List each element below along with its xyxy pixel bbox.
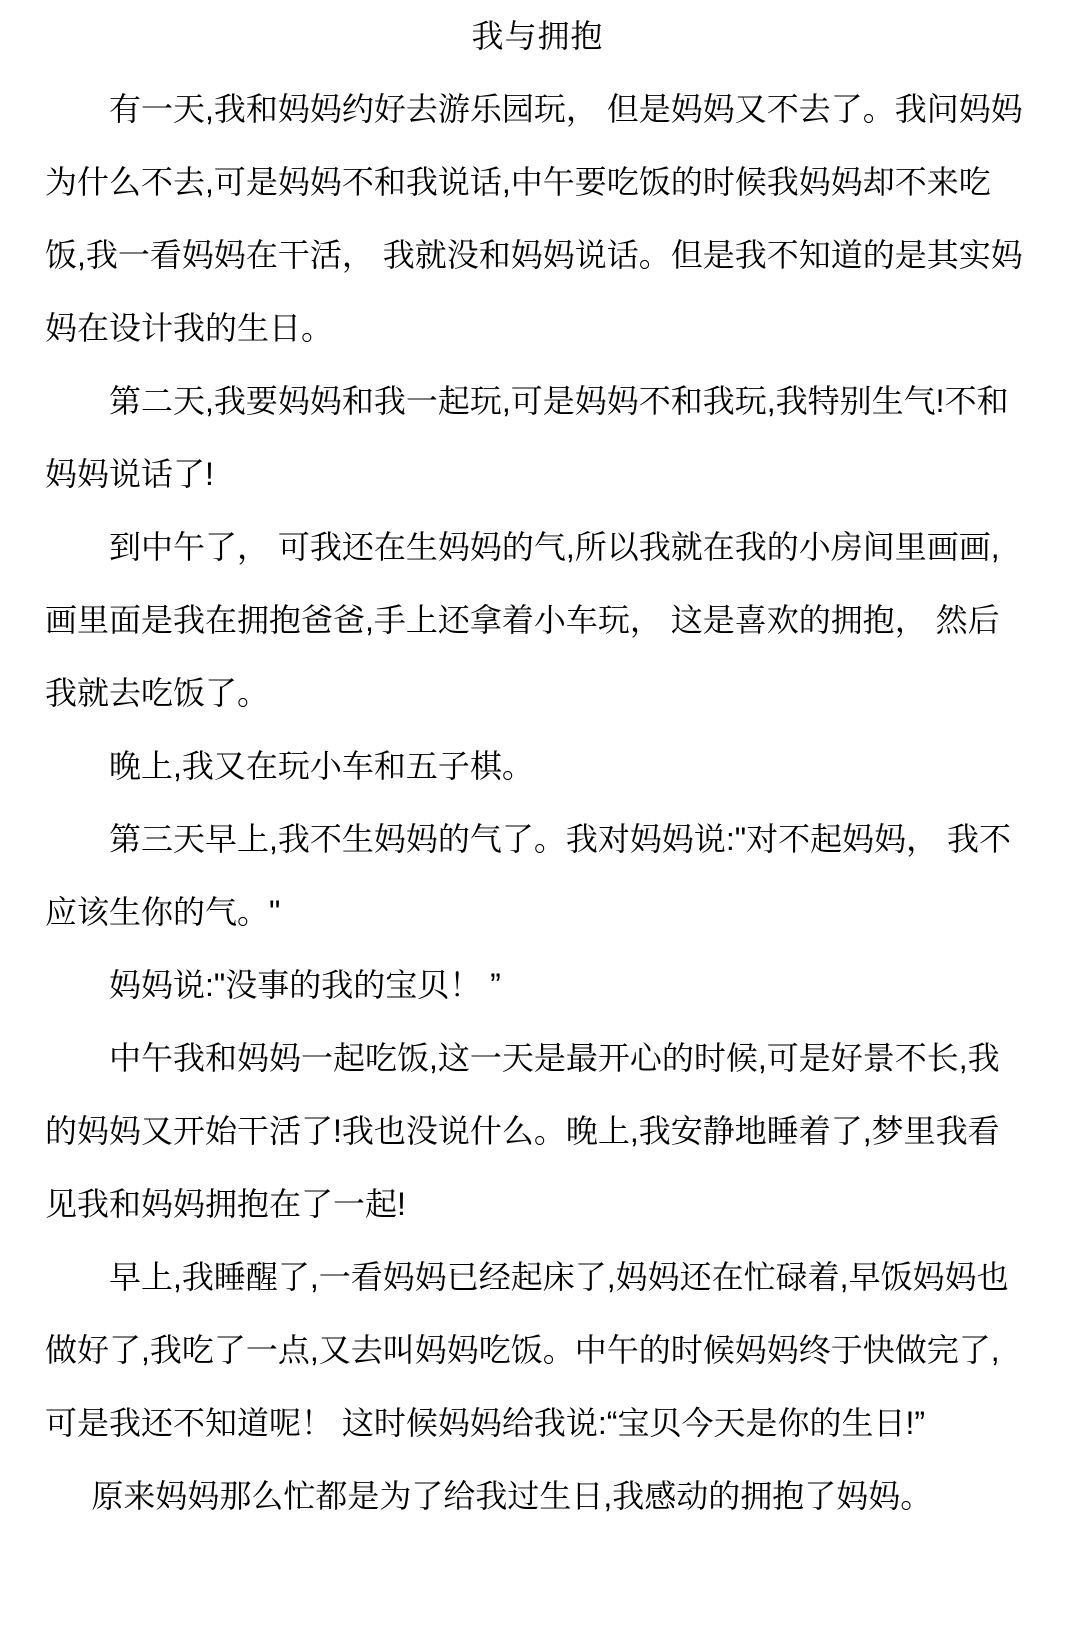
document-content [45, 0, 1030, 1533]
paragraph: 早上,我睡醒了,一看妈妈已经起床了,妈妈还在忙碌着,早饭妈妈也做好了,我吃了一点,又去叫妈妈吃饭。中午的时候妈妈终于快做完了,可是我还不知道呢！ 这时候妈妈给我说:“宝贝今天是你的生日!” [45, 1259, 1009, 1441]
paragraph: 第二天,我要妈妈和我一起玩,可是妈妈不和我玩,我特别生气!不和妈妈说话了! [45, 383, 1009, 492]
paragraph: 有一天,我和妈妈约好去游乐园玩， 但是妈妈又不去了。我问妈妈为什么不去,可是妈妈不和我说话,中午要吃饭的时候我妈妈却不来吃饭,我一看妈妈在干活， 我就没和妈妈说话。但是我不知道的是其实妈妈在设计我的生日。 [45, 91, 1023, 346]
paragraph: 妈妈说:"没事的我的宝贝！ ” [109, 967, 501, 1003]
paragraph: 中午我和妈妈一起吃饭,这一天是最开心的时候,可是好景不长,我的妈妈又开始干活了!我也没说什么。晚上,我安静地睡着了,梦里我看见我和妈妈拥抱在了一起! [45, 1040, 1000, 1222]
paragraph: 原来妈妈那么忙都是为了给我过生日,我感动的拥抱了妈妈。 [91, 1478, 933, 1514]
document-title: 我与拥抱 [471, 18, 604, 54]
paragraph: 到中午了， 可我还在生妈妈的气,所以我就在我的小房间里画画,画里面是我在拥抱爸爸,手上还拿着小车玩， 这是喜欢的拥抱， 然后我就去吃饭了。 [45, 529, 1000, 711]
paragraph: 第三天早上,我不生妈妈的气了。我对妈妈说:"对不起妈妈， 我不应该生你的气。" [45, 821, 1012, 930]
paragraph: 晚上,我又在玩小车和五子棋。 [109, 748, 534, 784]
